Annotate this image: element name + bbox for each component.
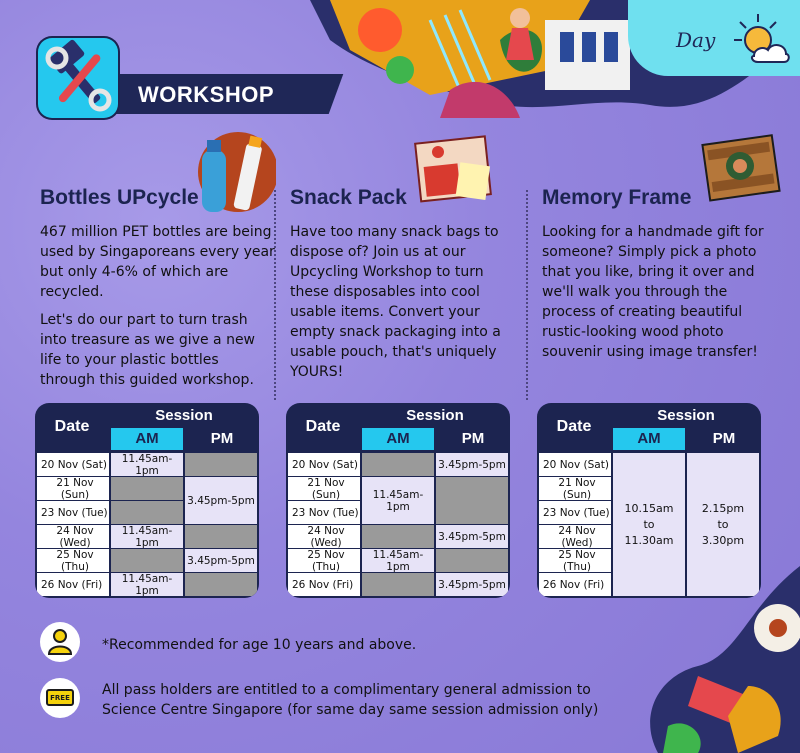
am-session-cell: 11.45am-1pm [111,453,183,476]
pm-start-time: 2.15pm [701,501,745,515]
free-ticket-label: FREE [46,689,74,706]
pm-session-cell: 3.45pm-5pm [436,453,508,476]
sun-cloud-icon [728,10,792,68]
am-header: AM [111,428,183,450]
unavailable-cell [185,453,257,476]
date-header: Date [556,418,592,435]
admission-note [102,680,598,720]
pm-session-cell: 3.45pm-5pm [436,573,508,596]
ticket-icon [40,678,80,718]
bottles-upcycle-title: Bottles UPcycle [40,186,199,209]
date-cell: 21 Nov (Sun) [539,477,611,500]
bottom-illustration [628,566,800,753]
age-recommendation: *Recommended for age 10 years and above. [102,637,417,653]
snack-pack-section [290,186,526,390]
am-start-time: 10.15am [624,501,674,515]
pm-session-cell: 3.45pm-5pm [185,477,257,524]
date-cell: 20 Nov (Sat) [539,453,611,476]
date-cell: 20 Nov (Sat) [37,453,109,476]
am-end-time: 11.30am [624,533,674,547]
snack-pack-title: Snack Pack [290,186,407,209]
pm-session-cell: 3.45pm-5pm [185,549,257,572]
memory-frame-title: Memory Frame [542,186,692,209]
unavailable-cell [362,525,434,548]
pm-header: PM [687,428,761,450]
bottles-schedule-table [35,403,259,598]
unavailable-cell [436,549,508,572]
am-session-cell: 11.45am-1pm [362,477,434,524]
admission-line-1: All pass holders are entitled to a complimentary general admission to [102,682,591,698]
session-header: Session [155,407,213,424]
pm-header: PM [185,428,259,450]
snack-schedule-table [286,403,510,598]
memory-frame-paragraph: Looking for a handmade gift for someone? Simply pick a photo that you like, bring it over and we'll walk you through the process of creating beautiful rustic-looking wood photo souvenir using image transfer! [542,224,764,360]
unavailable-cell [111,501,183,524]
admission-line-2: Science Centre Singapore (for same day same session admission only) [102,702,599,718]
memory-frame-section [542,186,778,370]
unavailable-cell [362,573,434,596]
date-cell: 24 Nov (Wed) [37,525,109,548]
column-divider [526,190,528,400]
am-session-cell: 11.45am-1pm [111,525,183,548]
unavailable-cell [111,477,183,500]
bottles-upcycle-paragraph-2: Let's do our part to turn trash into treasure as we give a new life to your plastic bottles through this guided workshop. [40,312,256,388]
bottles-upcycle-paragraph-1: 467 million PET bottles are being used by Singaporeans every year but only 4-6% of which are recycled. [40,224,275,300]
session-header: Session [406,407,464,424]
date-cell: 24 Nov (Wed) [539,525,611,548]
pm-end-time: 3.30pm [701,533,745,547]
snack-pack-paragraph: Have too many snack bags to dispose of? Join us at our Upcycling Workshop to turn these disposables into cool usable items. Convert your empty snack packaging into a usable pouch, that's uniquely YOURS! [290,224,501,380]
unavailable-cell [111,549,183,572]
am-to-label: to [643,517,655,531]
date-cell: 23 Nov (Tue) [37,501,109,524]
person-icon [40,622,80,662]
date-cell: 26 Nov (Fri) [37,573,109,596]
am-session-cell: 11.45am-1pm [111,573,183,596]
date-cell: 21 Nov (Sun) [288,477,360,500]
date-header: Date [54,418,90,435]
am-header: AM [362,428,434,450]
pm-session-cell: 3.45pm-5pm [436,525,508,548]
bottles-upcycle-section [40,186,276,398]
am-session-cell: 11.45am-1pm [362,549,434,572]
date-cell: 24 Nov (Wed) [288,525,360,548]
pm-header: PM [436,428,510,450]
unavailable-cell [362,453,434,476]
date-cell: 23 Nov (Tue) [288,501,360,524]
am-header: AM [613,428,685,450]
date-cell: 25 Nov (Thu) [37,549,109,572]
unavailable-cell [436,477,508,524]
tools-icon [38,38,118,118]
date-cell: 20 Nov (Sat) [288,453,360,476]
date-cell: 21 Nov (Sun) [37,477,109,500]
date-cell: 26 Nov (Fri) [288,573,360,596]
workshop-label: WORKSHOP [138,82,274,107]
unavailable-cell [185,525,257,548]
column-divider [274,190,276,400]
unavailable-cell [185,573,257,596]
date-cell: 26 Nov (Fri) [539,573,611,596]
date-cell: 23 Nov (Tue) [539,501,611,524]
day-badge [628,0,800,76]
date-cell: 25 Nov (Thu) [288,549,360,572]
session-header: Session [657,407,715,424]
date-header: Date [305,418,341,435]
day-label: Day [676,28,716,52]
pm-to-label: to [717,517,729,531]
date-cell: 25 Nov (Thu) [539,549,611,572]
